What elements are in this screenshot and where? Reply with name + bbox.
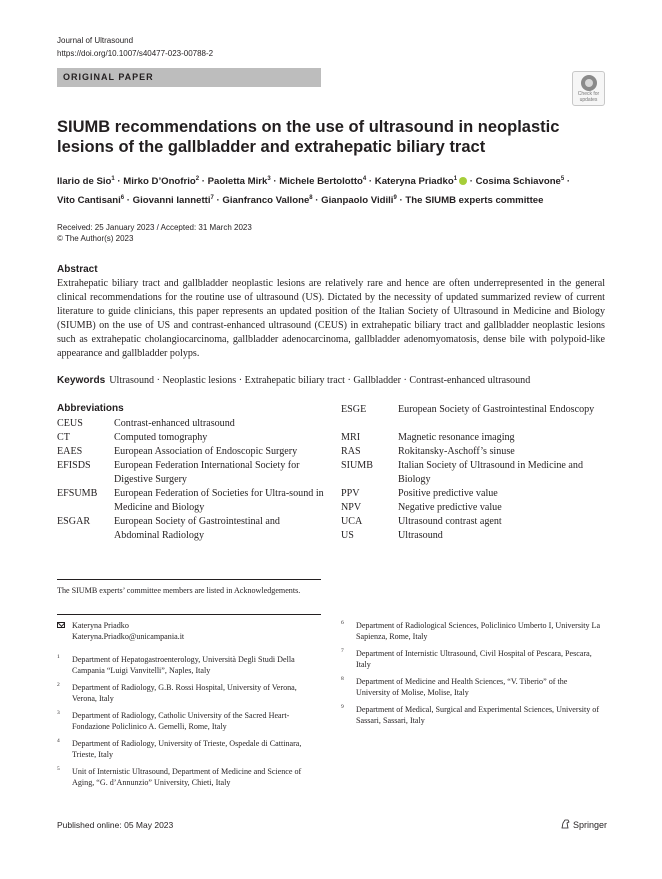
check-updates-line1: Check for <box>577 91 600 97</box>
abbreviation-definition: Contrast-enhanced ultrasound <box>114 418 235 429</box>
correspondence <box>57 620 321 642</box>
publisher-logo <box>561 819 607 830</box>
author: Paoletta Mirk$^3$ <box>207 176 271 187</box>
publisher-name: Springer <box>573 820 608 830</box>
correspondence-name: Kateryna Priadko <box>72 621 129 630</box>
received-accepted-dates: Received: 25 January 2023 / Accepted: 31 March 2023 <box>57 223 252 232</box>
keywords-label: Keywords <box>57 375 106 386</box>
abbreviations-heading: Abbreviations <box>57 403 124 414</box>
author: The SIUMB experts committee <box>405 195 544 206</box>
journal-name: Journal of Ultrasound <box>57 36 134 45</box>
paper-title: SIUMB recommendations on the use of ultrasound in neoplastic lesions of the gallbladder and extrahepatic biliary tract <box>57 118 560 156</box>
author: Kateryna Priadko$^1$ <box>375 176 467 187</box>
abbreviation-term: EAES <box>57 446 83 457</box>
author-list: Ilario de Sio$^1$ · Mirko D’Onofrio$^2$ · Paoletta Mirk$^3$ · Michele Bertolotto$^4$ · Kateryna Priadko$^1$ · Cosima Schiavone$^5$ · Vito Cantisani$^6$ · Giovanni Iannetti$^7$ · Gianfranco Vallone$^8$ · Gianpaolo Vidili$^9$ · The SIUMB experts committee <box>57 176 571 206</box>
author: Mirko D’Onofrio$^2$ <box>123 176 200 187</box>
abbreviation-definition: Magnetic resonance imaging <box>398 432 515 443</box>
envelope-icon <box>57 622 65 628</box>
footnote-divider <box>57 614 321 615</box>
keywords-list: Ultrasound · Neoplastic lesions · Extrahepatic biliary tract · Gallbladder · Contrast-enhanced ultrasound <box>109 375 531 386</box>
abbreviation-term: PPV <box>341 488 360 499</box>
abbreviation-definition: Rokitansky-Aschoff’s sinuse <box>398 446 515 457</box>
abbreviation-term: CT <box>57 432 70 443</box>
author: Gianfranco Vallone$^8$ <box>222 195 313 206</box>
abbreviation-definition: European Association of Endoscopic Surgery <box>114 446 298 457</box>
author: Giovanni Iannetti$^7$ <box>132 195 214 206</box>
abbreviation-definition: Ultrasound contrast agent <box>398 516 502 527</box>
published-date: Published online: 05 May 2023 <box>57 820 174 830</box>
abbreviation-definition: European Federation International Society for Digestive Surgery <box>114 460 300 485</box>
abbreviation-definition: European Federation of Societies for Ultra-sound in Medicine and Biology <box>114 488 324 513</box>
abbreviation-term: EFSUMB <box>57 488 98 499</box>
abbreviation-definition: European Society of Gastrointestinal and Abdominal Radiology <box>114 516 280 541</box>
abstract-heading: Abstract <box>57 264 98 275</box>
abbreviation-term: RAS <box>341 446 361 457</box>
author: Ilario de Sio$^1$ <box>57 176 115 187</box>
keywords <box>57 375 617 386</box>
author: Cosima Schiavone$^5$ <box>475 176 565 187</box>
orcid-icon[interactable] <box>459 177 467 185</box>
author: Gianpaolo Vidili$^9$ <box>321 195 397 206</box>
check-updates-icon <box>581 75 597 91</box>
correspondence-email[interactable]: Kateryna.Priadko@unicampania.it <box>72 632 185 641</box>
abbreviation-definition: Italian Society of Ultrasound in Medicine and Biology <box>398 460 584 485</box>
footnote-divider <box>57 579 321 580</box>
copyright-notice: © The Author(s) 2023 <box>57 234 134 243</box>
abbreviation-term: ESGAR <box>57 516 91 527</box>
abbreviation-term: UCA <box>341 516 363 527</box>
footnote-committee: The SIUMB experts’ committee members are listed in Acknowledgements. <box>57 586 301 595</box>
springer-horse-icon <box>561 819 570 829</box>
author: Vito Cantisani$^6$ <box>57 195 125 206</box>
abbreviation-term: EFISDS <box>57 460 91 471</box>
doi-link[interactable]: https://doi.org/10.1007/s40477-023-00788-2 <box>57 49 214 58</box>
abbreviation-term: US <box>341 530 354 541</box>
abbreviation-term: SIUMB <box>341 460 373 471</box>
abbreviation-definition: European Society of Gastrointestinal Endoscopy <box>398 404 595 415</box>
abbreviation-definition: Computed tomography <box>114 432 208 443</box>
check-for-updates-button[interactable] <box>572 71 605 106</box>
abbreviation-definition: Ultrasound <box>398 530 443 541</box>
section-label: ORIGINAL PAPER <box>57 68 321 87</box>
check-updates-line2: updates <box>579 97 598 103</box>
abbreviation-definition: Positive predictive value <box>398 488 498 499</box>
abbreviation-definition: Negative predictive value <box>398 502 502 513</box>
abstract-body: Extrahepatic biliary tract and gallbladder neoplastic lesions are relatively rare and hence are often underrepresented in the general clinical recommendations for the routine use of ultrasound (US). Dictated by the necessity of updated summarized review of current literature to guide clinicians, this paper represents an updated position of the Italian Society of Ultrasound in Medicine and Biology (SIUMB) on the use of US and contrast-enhanced ultrasound (CEUS) in extrahepatic biliary tract and gallbladder neoplastic lesions such as extrahepatic cholangiocarcinoma, gallbladder adenocarcinoma, gallbladder adenomyomatosis, dense bile with polypoid-like appearance and gallbladder polyps. <box>57 278 605 360</box>
abbreviation-term: CEUS <box>57 418 83 429</box>
abbreviation-term: NPV <box>341 502 362 513</box>
abbreviation-term: MRI <box>341 432 361 443</box>
author: Michele Bertolotto$^4$ <box>279 176 367 187</box>
abbreviation-term: ESGE <box>341 404 367 415</box>
